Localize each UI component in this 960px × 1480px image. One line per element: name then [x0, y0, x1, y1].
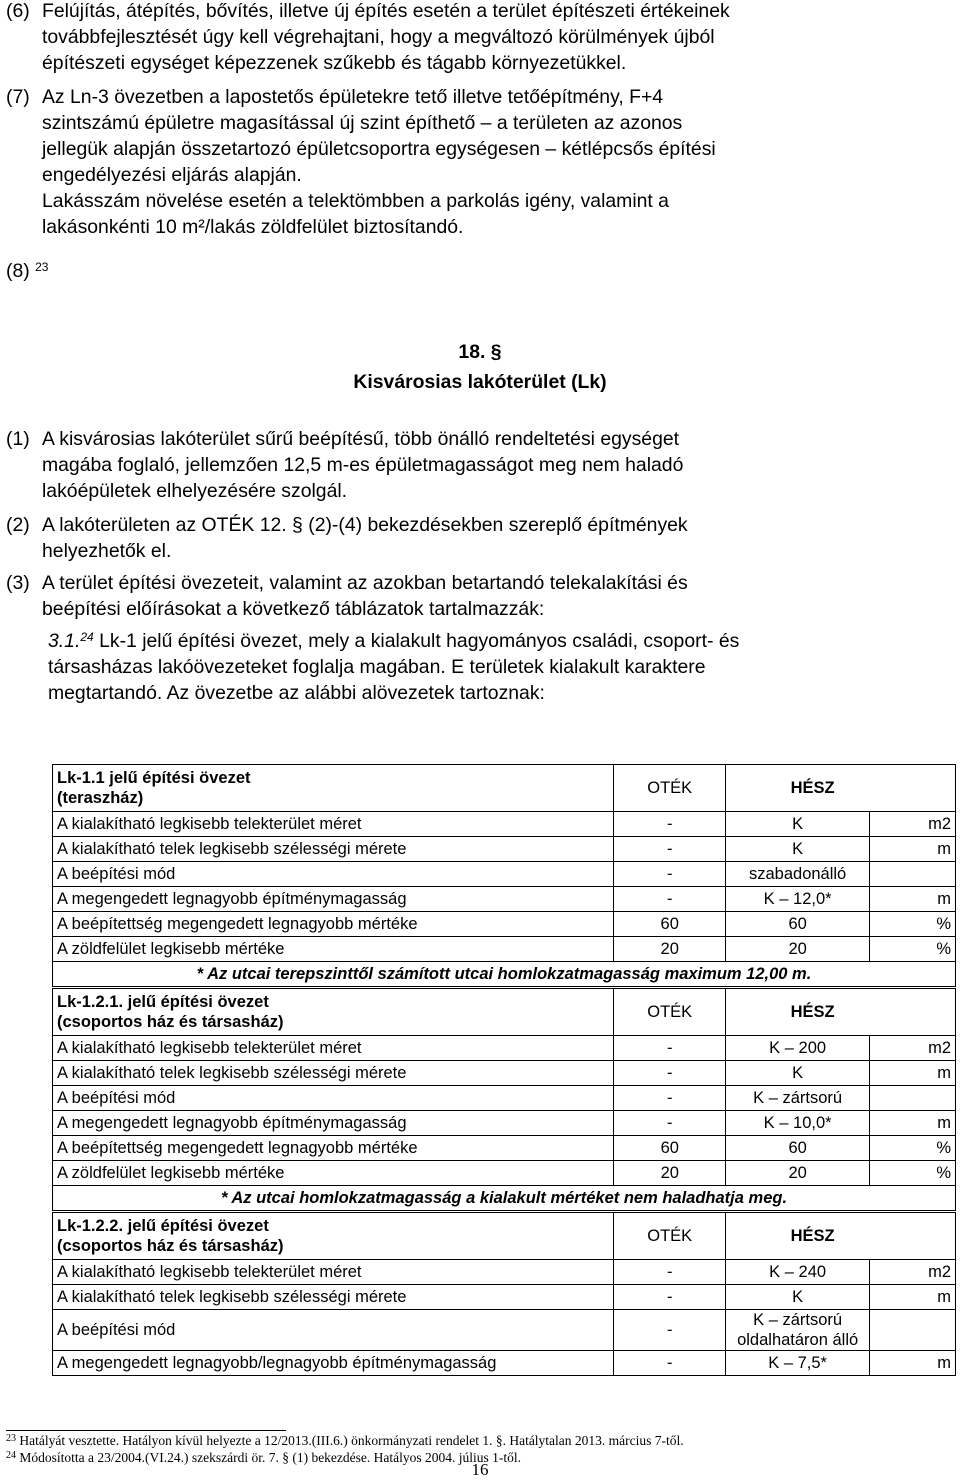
section-number: 18. § [458, 341, 502, 363]
text-line: Felújítás, átépítés, bővítés, illetve új építés esetén a terület építészeti értékeinek [42, 0, 730, 22]
hesz-value: 60 [726, 1136, 870, 1161]
unit-value [870, 862, 956, 887]
section-paragraph-1 [6, 426, 952, 504]
row-label: A beépítési mód [53, 862, 614, 887]
text-line: továbbfejlesztését úgy kell végrehajtani, hogy a megváltozó körülmények újból [42, 26, 715, 48]
table-note: * Az utcai homlokzatmagasság a kialakult mértéket nem haladhatja meg. [53, 1186, 956, 1211]
table-title-line: Lk-1.2.1. jelű építési övezet [57, 993, 269, 1011]
text-line: A kisvárosias lakóterület sűrű beépítésű, több önálló rendeltetési egységet [42, 428, 680, 450]
table-row [53, 912, 956, 937]
table-row [53, 1036, 956, 1061]
otek-value: - [614, 812, 726, 837]
text-line: jellegük alapján összetartozó épületcsoportra egységesen – kétlépcsős építési [42, 138, 716, 160]
footnote-separator [6, 1430, 286, 1431]
hesz-value: K [726, 1061, 870, 1086]
unit-value: m [870, 1351, 956, 1376]
col-otek: OTÉK [614, 989, 726, 1036]
table-row [53, 1136, 956, 1161]
table-row [53, 1351, 956, 1376]
row-label: A kialakítható legkisebb telekterület méret [53, 812, 614, 837]
text-line: szintszámú épületre magasítással új szint építhető – a területen az azonos [42, 112, 683, 134]
text-line: magába foglaló, jellemzően 12,5 m-es épületmagasságot meg nem haladó [42, 454, 684, 476]
row-label: A kialakítható legkisebb telekterület méret [53, 1036, 614, 1061]
otek-value: - [614, 837, 726, 862]
row-label: A beépítési mód [53, 1086, 614, 1111]
hesz-value: K [726, 837, 870, 862]
hesz-value: K – 12,0* [726, 887, 870, 912]
text-line: beépítési előírásokat a következő táblázatok tartalmazzák: [42, 598, 545, 620]
table-row [53, 1111, 956, 1136]
footnote-text: Hatályát vesztette. Hatályon kívül helyezte a 12/2013.(III.6.) önkormányzati rendelet 1. §. Hatálytalan 2013. március 7-től. [19, 1433, 684, 1448]
text-line: megtartandó. Az övezetbe az alábbi alövezetek tartoznak: [48, 682, 545, 704]
hesz-value: K – 200 [726, 1036, 870, 1061]
unit-value: m [870, 1111, 956, 1136]
hesz-value: szabadonálló [726, 862, 870, 887]
unit-value: % [870, 912, 956, 937]
table-row [53, 887, 956, 912]
unit-value [870, 1086, 956, 1111]
row-label: A megengedett legnagyobb/legnagyobb építménymagasság [53, 1351, 614, 1376]
footnote-number: 24 [6, 1450, 16, 1461]
unit-value: m [870, 1285, 956, 1310]
text-line: engedélyezési eljárás alapján. [42, 164, 302, 186]
otek-value: - [614, 862, 726, 887]
table-row [53, 1061, 956, 1086]
text-line: társasházas lakóövezeteket foglalja magában. E területek kialakult karaktere [48, 656, 706, 678]
paragraph-label: (3) [6, 572, 30, 594]
table-row [53, 862, 956, 887]
table-header-row [53, 989, 956, 1036]
text-line: A terület építési övezeteit, valamint az azokban betartandó telekalakítási és [42, 572, 688, 594]
zone-table-lk-1-2-1 [52, 988, 956, 1211]
footnote-text: Módosította a 23/2004.(VI.24.) szekszárdi ör. 7. § (1) bekezdése. Hatályos 2004. július 1-től. [19, 1450, 522, 1465]
hesz-value: 60 [726, 912, 870, 937]
page-number: 16 [471, 1460, 489, 1479]
text-line: lakóépületek elhelyezésére szolgál. [42, 480, 348, 502]
col-hesz: HÉSZ [726, 765, 956, 812]
col-otek: OTÉK [614, 1213, 726, 1260]
unit-value: % [870, 1161, 956, 1186]
otek-value: 20 [614, 1161, 726, 1186]
subsection-label: 3.1. [48, 630, 81, 652]
table-title [53, 989, 614, 1036]
table-row [53, 1086, 956, 1111]
table-title [53, 1213, 614, 1260]
section-title: Kisvárosias lakóterület (Lk) [353, 371, 607, 393]
row-label: A beépítettség megengedett legnagyobb mértéke [53, 1136, 614, 1161]
text-line: Lk-1 jelű építési övezet, mely a kialakult hagyományos családi, csoport- és [99, 630, 740, 652]
otek-value: - [614, 1260, 726, 1285]
otek-value: - [614, 1086, 726, 1111]
otek-value: 20 [614, 937, 726, 962]
table-title [53, 765, 614, 812]
text-line: Lakásszám növelése esetén a telektömbben a parkolás igény, valamint a [42, 190, 669, 212]
paragraph-6 [6, 0, 952, 76]
row-label: A kialakítható legkisebb telekterület méret [53, 1260, 614, 1285]
otek-value: - [614, 887, 726, 912]
row-label: A kialakítható telek legkisebb szélességi mérete [53, 1061, 614, 1086]
text-line: Az Ln-3 övezetben a lapostetős épületekre tető illetve tetőépítmény, F+4 [42, 86, 664, 108]
table-row [53, 1260, 956, 1285]
hesz-value: K – 240 [726, 1260, 870, 1285]
hesz-value: 20 [726, 937, 870, 962]
unit-value: m [870, 887, 956, 912]
row-label: A zöldfelület legkisebb mértéke [53, 1161, 614, 1186]
paragraph-label: (1) [6, 428, 30, 450]
table-row [53, 1310, 956, 1351]
hesz-value: K – zártsorú [726, 1086, 870, 1111]
hesz-value: K – 10,0* [726, 1111, 870, 1136]
hesz-value: K [726, 812, 870, 837]
footnote-ref: 24 [80, 630, 94, 644]
table-title-line: (csoportos ház és társasház) [57, 1237, 284, 1255]
paragraph-label: (6) [6, 0, 30, 22]
hesz-value: K [726, 1285, 870, 1310]
table-title-line: Lk-1.1 jelű építési övezet [57, 769, 251, 787]
row-label: A zöldfelület legkisebb mértéke [53, 937, 614, 962]
table-header-row [53, 1213, 956, 1260]
row-label: A megengedett legnagyobb építménymagasság [53, 1111, 614, 1136]
footnote-ref: 23 [35, 260, 49, 274]
paragraph-label: (8) [6, 260, 30, 282]
section-paragraph-3 [6, 570, 952, 622]
footnote-number: 23 [6, 1433, 16, 1444]
unit-value: m [870, 1061, 956, 1086]
table-row [53, 1285, 956, 1310]
row-label: A beépítési mód [53, 1310, 614, 1351]
zone-table-lk-1-2-2 [52, 1212, 956, 1376]
table-note: * Az utcai terepszinttől számított utcai homlokzatmagasság maximum 12,00 m. [53, 962, 956, 987]
unit-value: m2 [870, 812, 956, 837]
unit-value: m2 [870, 1036, 956, 1061]
row-label: A beépítettség megengedett legnagyobb mértéke [53, 912, 614, 937]
hesz-value: K – zártsorú oldalhatáron álló [726, 1310, 870, 1351]
hesz-value: K – 7,5* [726, 1351, 870, 1376]
paragraph-8 [6, 258, 48, 284]
otek-value: - [614, 1061, 726, 1086]
zone-table-lk-1-1 [52, 764, 956, 987]
unit-value [870, 1310, 956, 1351]
subsection-3-1 [48, 628, 952, 706]
table-row [53, 837, 956, 862]
table-title-line: Lk-1.2.2. jelű építési övezet [57, 1217, 269, 1235]
paragraph-7 [6, 84, 952, 240]
paragraph-label: (2) [6, 514, 30, 536]
unit-value: % [870, 1136, 956, 1161]
footnote [6, 1432, 684, 1449]
table-title-line: (teraszház) [57, 789, 144, 807]
unit-value: m [870, 837, 956, 862]
text-line: építészeti egységet képezzenek szűkebb és tágabb környezetükkel. [42, 52, 627, 74]
otek-value: - [614, 1036, 726, 1061]
paragraph-label: (7) [6, 86, 30, 108]
otek-value: 60 [614, 1136, 726, 1161]
row-label: A kialakítható telek legkisebb szélességi mérete [53, 1285, 614, 1310]
section-paragraph-2 [6, 512, 952, 564]
col-otek: OTÉK [614, 765, 726, 812]
otek-value: - [614, 1285, 726, 1310]
text-line: A lakóterületen az OTÉK 12. § (2)-(4) bekezdésekben szereplő építmények [42, 514, 688, 536]
unit-value: % [870, 937, 956, 962]
row-label: A megengedett legnagyobb építménymagasság [53, 887, 614, 912]
col-hesz: HÉSZ [726, 1213, 956, 1260]
text-line: helyezhetők el. [42, 540, 172, 562]
hesz-value: 20 [726, 1161, 870, 1186]
row-label: A kialakítható telek legkisebb szélességi mérete [53, 837, 614, 862]
otek-value: - [614, 1351, 726, 1376]
unit-value: m2 [870, 1260, 956, 1285]
table-row [53, 1161, 956, 1186]
text-line [48, 628, 952, 654]
table-row [53, 812, 956, 837]
table-row [53, 937, 956, 962]
col-hesz: HÉSZ [726, 989, 956, 1036]
otek-value: - [614, 1111, 726, 1136]
table-header-row [53, 765, 956, 812]
otek-value: 60 [614, 912, 726, 937]
otek-value: - [614, 1310, 726, 1351]
table-title-line: (csoportos ház és társasház) [57, 1013, 284, 1031]
text-line: lakásonkénti 10 m²/lakás zöldfelület biztosítandó. [42, 216, 464, 238]
